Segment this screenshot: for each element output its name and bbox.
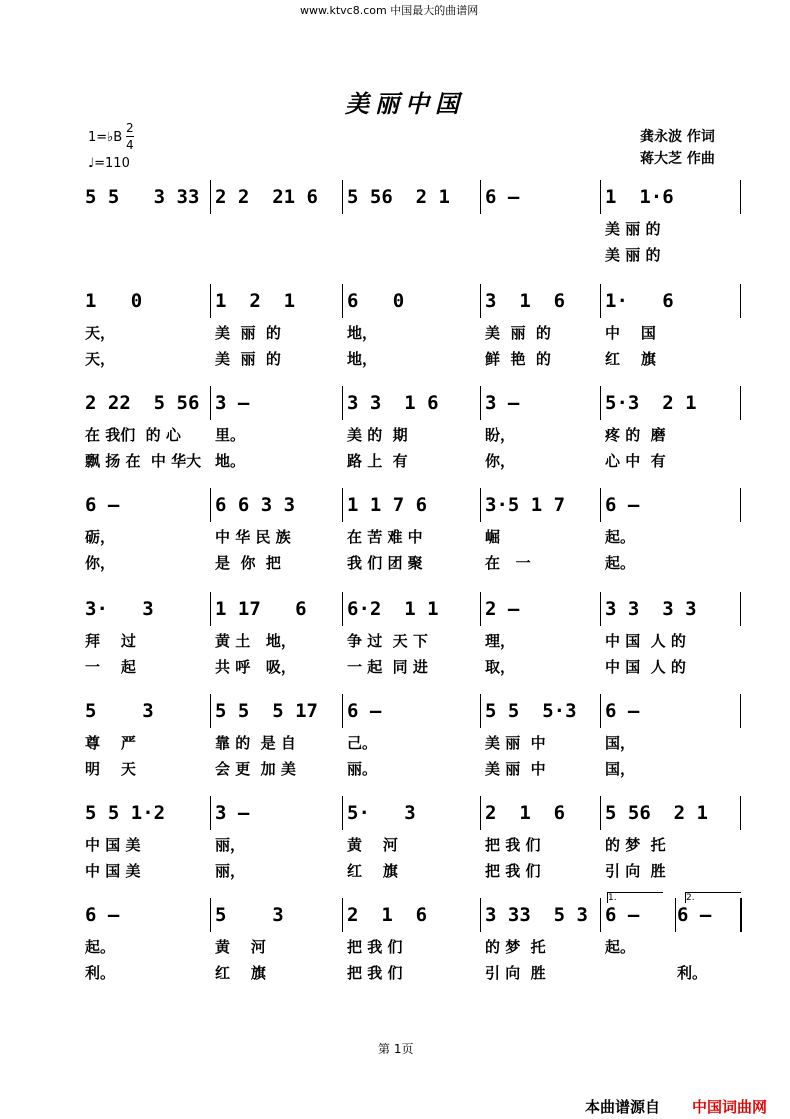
lyric-segment: 把 我 们 <box>485 836 541 854</box>
notation-line <box>85 700 740 724</box>
lyric-segment: 美 的 期 <box>347 426 408 444</box>
lyric-segment: 国， <box>605 760 636 778</box>
lyric-segment: 把 我 们 <box>347 964 403 982</box>
notation-line <box>85 904 740 928</box>
page-number: 第 1页 <box>378 1042 414 1056</box>
lyric-segment: 美 丽 的 <box>215 324 281 342</box>
lyric-segment: 红 旗 <box>605 350 656 368</box>
bar-line <box>600 592 601 626</box>
bar-line <box>342 898 343 932</box>
lyric-segment: 你， <box>485 452 516 470</box>
measure-notes: 5 3 <box>215 904 284 926</box>
bar-line <box>600 898 601 932</box>
lyric-segment: 在 我们 的 心 <box>85 426 181 444</box>
lyric-segment: 中 国 <box>605 324 656 342</box>
bar-line <box>480 898 481 932</box>
lyricist-credit: 龚永波 作词 <box>640 129 715 145</box>
measure-notes: 5 5 5 17 <box>215 700 318 722</box>
lyric-segment: 里。 <box>215 426 246 444</box>
bar-line <box>600 386 601 420</box>
bar-line <box>600 488 601 522</box>
bar-line <box>480 488 481 522</box>
lyric-segment: 一 起 <box>85 658 136 676</box>
lyric-segment: 黄 土 地， <box>215 632 296 650</box>
lyric-segment: 美 丽 的 <box>485 324 551 342</box>
measure-notes: 3 3 3 3 <box>605 598 697 620</box>
lyric-segment: 黄 河 <box>215 938 266 956</box>
lyric-segment: 心 中 有 <box>605 452 666 470</box>
measure-notes: 6·2 1 1 <box>347 598 439 620</box>
lyric-segment: 引 向 胜 <box>485 964 546 982</box>
measure-notes: 5 5 3 33 <box>85 186 200 208</box>
site-banner: www.ktvc8.com 中国最大的曲谱网 <box>300 4 479 17</box>
lyric-segment: 靠 的 是 自 <box>215 734 296 752</box>
bar-line <box>480 180 481 214</box>
lyric-segment: 你， <box>85 554 116 572</box>
measure-notes: 3 – <box>215 392 250 414</box>
bar-line <box>740 592 741 626</box>
bar-line <box>210 796 211 830</box>
measure-notes: 5·3 2 1 <box>605 392 697 414</box>
notation-line <box>85 290 740 314</box>
bar-line <box>210 386 211 420</box>
measure-notes: 5 56 2 1 <box>347 186 450 208</box>
notation-line <box>85 392 740 416</box>
bar-line <box>210 180 211 214</box>
lyric-segment: 把 我 们 <box>485 862 541 880</box>
lyric-segment: 中 国 美 <box>85 836 141 854</box>
bar-line <box>740 898 742 932</box>
lyric-segment: 天， <box>85 324 116 342</box>
bar-line <box>210 488 211 522</box>
measure-notes: 5· 3 <box>347 802 416 824</box>
lyric-segment: 的 梦 托 <box>485 938 546 956</box>
measure-notes: 6 0 <box>347 290 405 312</box>
lyric-segment: 美 丽 中 <box>485 734 546 752</box>
bar-line <box>342 488 343 522</box>
bar-line <box>342 796 343 830</box>
measure-notes: 6 – <box>605 904 640 926</box>
lyric-segment: 利。 <box>677 964 708 982</box>
measure-notes: 2 2 21 6 <box>215 186 318 208</box>
lyric-segment: 飘 扬 在 中 华大 <box>85 452 202 470</box>
measure-notes: 3· 3 <box>85 598 154 620</box>
lyric-segment: 红 旗 <box>347 862 398 880</box>
lyric-segment: 起。 <box>605 554 636 572</box>
measure-notes: 1 17 6 <box>215 598 307 620</box>
tempo-mark: ♩=110 <box>88 156 130 171</box>
lyric-segment: 的 梦 托 <box>605 836 666 854</box>
bar-line <box>210 284 211 318</box>
bar-line <box>480 592 481 626</box>
lyric-segment: 美 丽 的 <box>605 246 661 264</box>
lyric-segment: 地。 <box>215 452 246 470</box>
measure-notes: 1 0 <box>85 290 143 312</box>
lyric-segment: 中 国 人 的 <box>605 632 686 650</box>
measure-notes: 6 – <box>605 700 640 722</box>
lyric-segment: 地， <box>347 324 378 342</box>
measure-notes: 2 – <box>485 598 520 620</box>
lyric-segment: 把 我 们 <box>347 938 403 956</box>
measure-notes: 5 56 2 1 <box>605 802 708 824</box>
measure-notes: 1 1 7 6 <box>347 494 428 516</box>
lyric-segment: 起。 <box>605 938 636 956</box>
lyric-segment: 黄 河 <box>347 836 398 854</box>
measure-notes: 3 1 6 <box>485 290 566 312</box>
bar-line <box>675 898 676 932</box>
lyric-segment: 美 丽 的 <box>605 220 661 238</box>
lyric-segment: 利。 <box>85 964 116 982</box>
measure-notes: 1 1·6 <box>605 186 674 208</box>
lyric-segment: 是 你 把 <box>215 554 281 572</box>
bar-line <box>210 694 211 728</box>
bar-line <box>480 694 481 728</box>
bar-line <box>480 284 481 318</box>
bar-line <box>342 386 343 420</box>
lyric-segment: 盼， <box>485 426 516 444</box>
measure-notes: 1· 6 <box>605 290 674 312</box>
lyric-segment: 中 华 民 族 <box>215 528 291 546</box>
meter-top: 2 <box>126 121 134 135</box>
lyric-segment: 己。 <box>347 734 378 752</box>
time-signature <box>126 120 134 153</box>
lyric-segment: 疼 的 磨 <box>605 426 666 444</box>
measure-notes: 6 – <box>85 904 120 926</box>
lyric-segment: 路 上 有 <box>347 452 408 470</box>
bar-line <box>342 592 343 626</box>
bar-line <box>740 386 741 420</box>
volta-bracket: 1. <box>607 892 663 903</box>
bar-line <box>210 898 211 932</box>
lyric-segment: 国， <box>605 734 636 752</box>
bar-line <box>480 386 481 420</box>
lyric-segment: 中 国 美 <box>85 862 141 880</box>
measure-notes: 1 2 1 <box>215 290 296 312</box>
notation-line <box>85 186 740 210</box>
lyric-segment: 丽， <box>215 836 246 854</box>
lyric-segment: 共 呼 吸， <box>215 658 296 676</box>
lyric-segment: 我 们 团 聚 <box>347 554 423 572</box>
bar-line <box>600 694 601 728</box>
measure-notes: 6 – <box>85 494 120 516</box>
measure-notes: 5 5 1·2 <box>85 802 166 824</box>
bar-line <box>740 284 741 318</box>
bar-line <box>600 796 601 830</box>
lyric-segment: 引 向 胜 <box>605 862 666 880</box>
bar-line <box>342 284 343 318</box>
measure-notes: 5 3 <box>85 700 154 722</box>
composer-credit: 蒋大芝 作曲 <box>640 151 715 167</box>
bar-line <box>740 180 741 214</box>
lyric-segment: 天， <box>85 350 116 368</box>
bar-line <box>342 694 343 728</box>
lyric-segment: 中 国 人 的 <box>605 658 686 676</box>
measure-notes: 2 1 6 <box>485 802 566 824</box>
bar-line <box>480 796 481 830</box>
bar-line <box>740 488 741 522</box>
lyric-segment: 取， <box>485 658 516 676</box>
lyric-segment: 砺， <box>85 528 116 546</box>
lyric-segment: 丽。 <box>347 760 378 778</box>
lyric-segment: 美 丽 中 <box>485 760 546 778</box>
lyric-segment: 拜 过 <box>85 632 136 650</box>
lyric-segment: 丽， <box>215 862 246 880</box>
notation-line <box>85 802 740 826</box>
measure-notes: 3 – <box>215 802 250 824</box>
measure-notes: 3·5 1 7 <box>485 494 566 516</box>
measure-notes: 6 – <box>605 494 640 516</box>
bar-line <box>342 180 343 214</box>
bar-line <box>600 180 601 214</box>
measure-notes: 5 5 5·3 <box>485 700 577 722</box>
bar-line <box>210 592 211 626</box>
lyric-segment: 地， <box>347 350 378 368</box>
lyric-segment: 鲜 艳 的 <box>485 350 551 368</box>
meter-bottom: 4 <box>126 138 134 152</box>
lyric-segment: 理， <box>485 632 516 650</box>
measure-notes: 3 – <box>485 392 520 414</box>
bar-line <box>740 694 741 728</box>
lyric-segment: 美 丽 的 <box>215 350 281 368</box>
measure-notes: 6 – <box>677 904 712 926</box>
lyric-segment: 争 过 天 下 <box>347 632 428 650</box>
lyric-segment: 起。 <box>605 528 636 546</box>
source-site: 中国词曲网 <box>692 1098 768 1116</box>
measure-notes: 3 3 1 6 <box>347 392 439 414</box>
measure-notes: 6 6 3 3 <box>215 494 296 516</box>
lyric-segment: 在 一 <box>485 554 531 572</box>
lyric-segment: 在 苦 难 中 <box>347 528 423 546</box>
lyric-segment: 明 天 <box>85 760 136 778</box>
key-signature: 1=♭B <box>88 130 123 145</box>
volta-bracket: 2. <box>685 892 741 903</box>
lyric-segment: 崛 <box>485 528 501 546</box>
lyric-segment: 一 起 同 进 <box>347 658 428 676</box>
measure-notes: 2 22 5 56 <box>85 392 200 414</box>
measure-notes: 6 – <box>347 700 382 722</box>
bar-line <box>600 284 601 318</box>
lyric-segment: 会 更 加 美 <box>215 760 296 778</box>
source-label: 本曲谱源自 <box>585 1098 661 1116</box>
measure-notes: 2 1 6 <box>347 904 428 926</box>
measure-notes: 6 – <box>485 186 520 208</box>
lyric-segment: 尊 严 <box>85 734 136 752</box>
lyric-segment: 起。 <box>85 938 116 956</box>
bar-line <box>740 796 741 830</box>
measure-notes: 3 33 5 3 <box>485 904 588 926</box>
lyric-segment: 红 旗 <box>215 964 266 982</box>
song-title: 美丽中国 <box>345 89 465 118</box>
notation-line <box>85 494 740 518</box>
notation-line <box>85 598 740 622</box>
